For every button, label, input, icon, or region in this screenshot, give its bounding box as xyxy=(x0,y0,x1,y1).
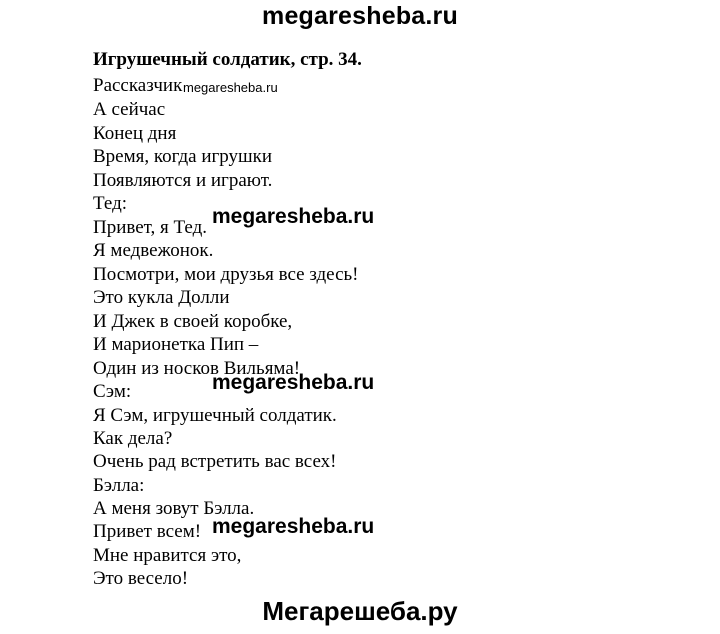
text-line: Посмотри, мои друзья все здесь! xyxy=(93,264,359,285)
text-line: Мне нравится это, xyxy=(93,545,242,566)
text-line: Сэм: xyxy=(93,381,132,402)
text-line: А сейчас xyxy=(93,99,166,120)
text-line: Конец дня xyxy=(93,123,177,144)
small-watermark: megaresheba.ru xyxy=(183,80,278,95)
overlay-watermark: megaresheba.ru xyxy=(212,371,375,394)
text-line: Это кукла Долли xyxy=(93,287,230,308)
text-line: Рассказчик xyxy=(93,75,183,96)
text-line: Я Сэм, игрушечный солдатик. xyxy=(93,405,337,426)
overlay-watermark: megaresheba.ru xyxy=(212,515,375,538)
text-line: Появляются и играют. xyxy=(93,170,273,191)
text-line: Привет всем! xyxy=(93,521,202,542)
text-line: Очень рад встретить вас всех! xyxy=(93,451,337,472)
text-line: Я медвежонок. xyxy=(93,240,214,261)
header-watermark: megaresheba.ru xyxy=(262,2,458,30)
text-line: Это весело! xyxy=(93,568,189,589)
text-line: И марионетка Пип – xyxy=(93,334,259,355)
text-line: Время, когда игрушки xyxy=(93,146,273,167)
text-line: Один из носков Вильяма! xyxy=(93,358,301,379)
footer-watermark: Мегарешеба.ру xyxy=(262,596,458,626)
text-line: Тед: xyxy=(93,193,128,214)
overlay-watermark: megaresheba.ru xyxy=(212,205,375,228)
document-title: Игрушечный солдатик, стр. 34. xyxy=(93,49,362,70)
text-line: Привет, я Тед. xyxy=(93,217,208,238)
text-line: А меня зовут Бэлла. xyxy=(93,498,255,519)
text-line: И Джек в своей коробке, xyxy=(93,311,293,332)
text-line: Как дела? xyxy=(93,428,173,449)
text-line: Бэлла: xyxy=(93,475,145,496)
